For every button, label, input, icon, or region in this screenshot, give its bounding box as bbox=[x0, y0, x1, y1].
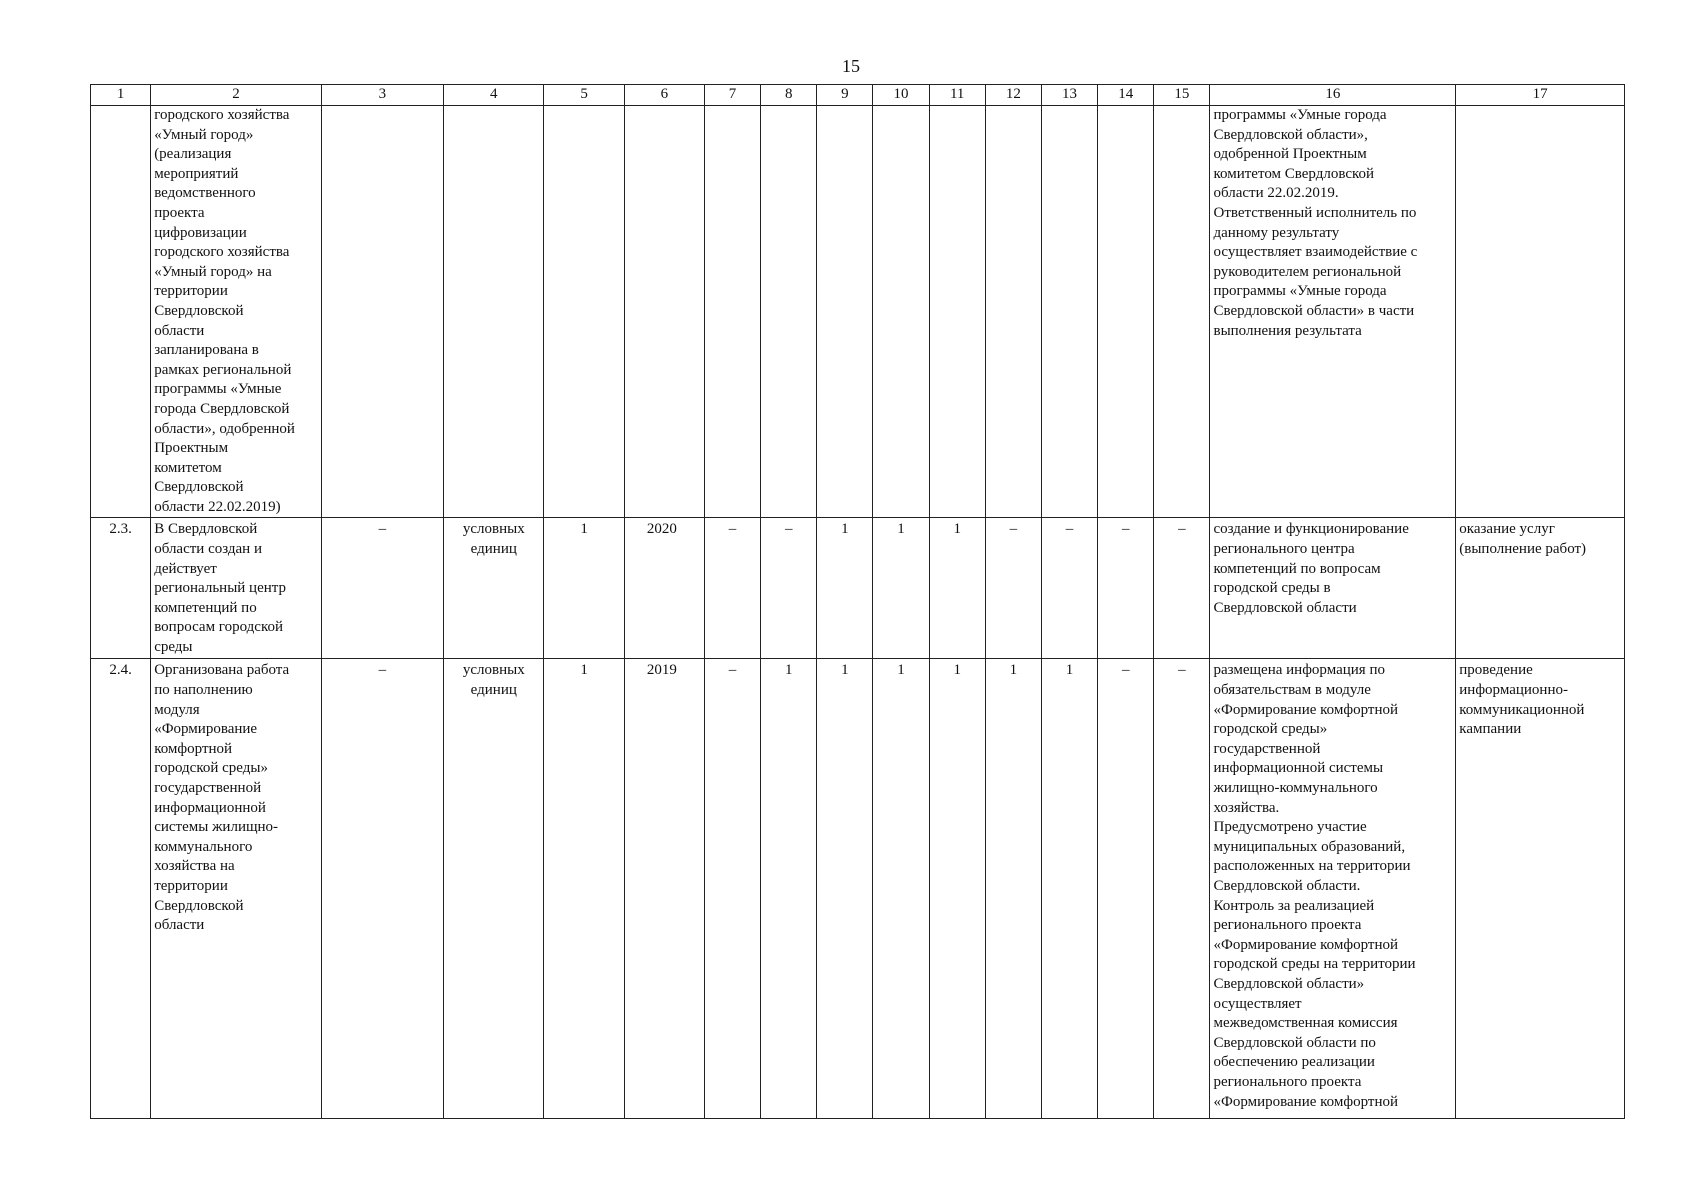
table-cell: 1 bbox=[929, 659, 985, 1119]
table-cell bbox=[873, 106, 929, 518]
table-cell: – bbox=[704, 659, 760, 1119]
result-name-cell: городского хозяйства «Умный город» (реализация мероприятий ведомственного проекта цифровизации городского хозяйства «Умный город» на территории Свердловской области запланирована в рамках региональной программы «Умные города Свердловской области», одобренной Проектным комитетом Свердловской области 22.02.2019) bbox=[151, 106, 322, 518]
header-row bbox=[91, 85, 1625, 106]
row-number-cell bbox=[91, 106, 151, 518]
description-cell: создание и функционирование регионального центра компетенций по вопросам городской среды в Свердловской области bbox=[1210, 518, 1456, 659]
data-table bbox=[90, 84, 1625, 1119]
table-cell bbox=[544, 106, 624, 518]
table-cell: – bbox=[1154, 659, 1210, 1119]
table-cell bbox=[321, 106, 443, 518]
page-number: 15 bbox=[842, 56, 860, 76]
table-cell: 1 bbox=[985, 659, 1041, 1119]
header-cell: 10 bbox=[873, 85, 929, 106]
result-name-cell: Организована работа по наполнению модуля «Формирование комфортной городской среды» государственной информационной системы жилищно- коммунального хозяйства на территории Свердловской области bbox=[151, 659, 322, 1119]
header-cell: 13 bbox=[1041, 85, 1097, 106]
table-cell bbox=[817, 106, 873, 518]
table-row bbox=[91, 659, 1625, 1119]
table-cell: – bbox=[1041, 518, 1097, 659]
unit-cell: условных единиц bbox=[444, 518, 544, 659]
header-cell: 9 bbox=[817, 85, 873, 106]
unit-cell bbox=[444, 106, 544, 518]
base-value-cell: 1 bbox=[544, 659, 624, 1119]
table-cell: – bbox=[761, 518, 817, 659]
description-cell: программы «Умные города Свердловской области», одобренной Проектным комитетом Свердловской области 22.02.2019. Ответственный исполнитель по данному результату осуществляет взаимодействие с руководителем региональной программы «Умные города Свердловской области» в части выполнения результата bbox=[1210, 106, 1456, 518]
table-cell bbox=[1154, 106, 1210, 518]
table-cell bbox=[1098, 106, 1154, 518]
table-cell: – bbox=[321, 518, 443, 659]
table-cell: – bbox=[1098, 518, 1154, 659]
table-cell: – bbox=[704, 518, 760, 659]
type-cell: проведение информационно- коммуникационной кампании bbox=[1456, 659, 1625, 1119]
base-year-cell: 2020 bbox=[624, 518, 704, 659]
table-cell bbox=[624, 106, 704, 518]
header-cell: 8 bbox=[761, 85, 817, 106]
table-cell: 1 bbox=[929, 518, 985, 659]
table-cell: – bbox=[321, 659, 443, 1119]
header-cell: 1 bbox=[91, 85, 151, 106]
header-cell: 12 bbox=[985, 85, 1041, 106]
description-cell: размещена информация по обязательствам в модуле «Формирование комфортной городской среды» государственной информационной системы жилищно-коммунального хозяйства. Предусмотрено участие муниципальных образований, расположенных на территории Свердловской области. Контроль за реализацией регионального проекта «Формирование комфортной городской среды на территории Свердловской области» осуществляет межведомственная комиссия Свердловской области по обеспечению реализации регионального проекта «Формирование комфортной bbox=[1210, 659, 1456, 1119]
header-cell: 17 bbox=[1456, 85, 1625, 106]
table-cell: 1 bbox=[873, 659, 929, 1119]
table-cell bbox=[985, 106, 1041, 518]
header-cell: 15 bbox=[1154, 85, 1210, 106]
table-row bbox=[91, 518, 1625, 659]
table-cell bbox=[1041, 106, 1097, 518]
type-cell bbox=[1456, 106, 1625, 518]
row-number-cell: 2.3. bbox=[91, 518, 151, 659]
header-cell: 7 bbox=[704, 85, 760, 106]
table-cell: 1 bbox=[873, 518, 929, 659]
header-cell: 3 bbox=[321, 85, 443, 106]
header-cell: 5 bbox=[544, 85, 624, 106]
type-cell: оказание услуг (выполнение работ) bbox=[1456, 518, 1625, 659]
header-cell: 11 bbox=[929, 85, 985, 106]
table-cell: 1 bbox=[761, 659, 817, 1119]
header-cell: 6 bbox=[624, 85, 704, 106]
base-year-cell: 2019 bbox=[624, 659, 704, 1119]
table-cell: 1 bbox=[817, 518, 873, 659]
table-cell bbox=[704, 106, 760, 518]
header-cell: 4 bbox=[444, 85, 544, 106]
header-cell: 14 bbox=[1098, 85, 1154, 106]
result-name-cell: В Свердловской области создан и действует региональный центр компетенций по вопросам городской среды bbox=[151, 518, 322, 659]
header-cell: 16 bbox=[1210, 85, 1456, 106]
table-cell: 1 bbox=[1041, 659, 1097, 1119]
row-number-cell: 2.4. bbox=[91, 659, 151, 1119]
base-value-cell: 1 bbox=[544, 518, 624, 659]
table-cell: – bbox=[985, 518, 1041, 659]
table-cell bbox=[761, 106, 817, 518]
table-cell: – bbox=[1154, 518, 1210, 659]
table-row bbox=[91, 106, 1625, 518]
table-cell bbox=[929, 106, 985, 518]
unit-cell: условных единиц bbox=[444, 659, 544, 1119]
table-cell: 1 bbox=[817, 659, 873, 1119]
header-cell: 2 bbox=[151, 85, 322, 106]
table-cell: – bbox=[1098, 659, 1154, 1119]
